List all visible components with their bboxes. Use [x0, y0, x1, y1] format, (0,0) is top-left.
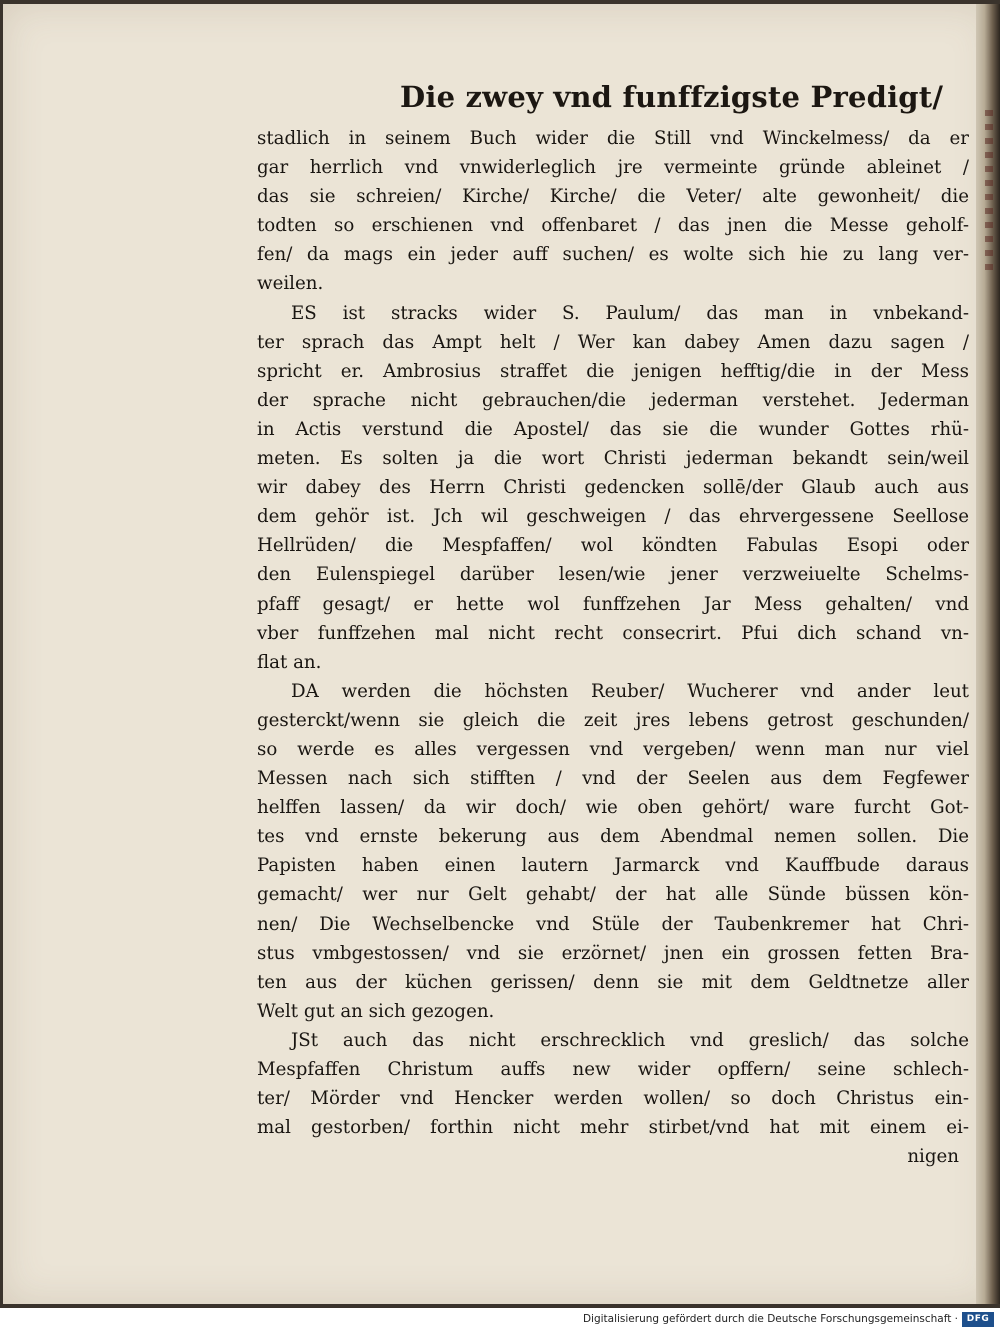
text-line: JSt auch das nicht erschrecklich vnd greslich/ das solche: [291, 1029, 969, 1051]
text-line: flat an.: [257, 651, 322, 673]
text-line: nen/ Die Wechselbencke vnd Stüle der Taubenkremer hat Chri-: [257, 913, 969, 935]
text-line: der sprache nicht gebrauchen/die jederman verstehet. Jederman: [257, 389, 969, 411]
text-line: ter/ Mörder vnd Hencker werden wollen/ so doch Christus ein-: [257, 1088, 969, 1110]
running-head: Die zwey vnd funffzigste Predigt/: [400, 80, 944, 114]
text-line: meten. Es solten ja die wort Christi jederman bekandt sein/weil: [257, 448, 969, 470]
text-line: wir dabey des Herrn Christi gedencken sollē/der Glaub auch aus: [257, 477, 969, 499]
dfg-logo[interactable]: DFG: [962, 1312, 994, 1327]
text-line: spricht er. Ambrosius straffet die jenigen hefftig/die in der Mess: [257, 360, 969, 382]
text-line: Papisten haben einen lautern Jarmarck vnd Kauffbude daraus: [257, 855, 969, 877]
text-line: mal gestorben/ forthin nicht mehr stirbet/vnd hat mit einem ei-: [257, 1117, 969, 1139]
catchword: nigen: [907, 1146, 959, 1168]
text-line: Hellrüden/ die Mespfaffen/ wol köndten Fabulas Esopi oder: [257, 535, 969, 557]
text-line: Welt gut an sich gezogen.: [257, 1000, 495, 1022]
text-line: dem gehör ist. Jch wil geschweigen / das ehrvergessene Seellose: [257, 506, 969, 528]
text-line: pfaff gesagt/ er hette wol funffzehen Jar Mess gehalten/ vnd: [257, 593, 969, 615]
text-line: stus vmbgestossen/ vnd sie erzörnet/ jnen ein grossen fetten Bra-: [257, 942, 969, 964]
text-line: so werde es alles vergessen vnd vergeben/ wenn man nur viel: [257, 738, 969, 760]
text-line: ter sprach das Ampt helt / Wer kan dabey Amen dazu sagen /: [257, 331, 969, 353]
text-line: Mespfaffen Christum auffs new wider opffern/ seine schlech-: [257, 1059, 969, 1080]
text-line: gar herrlich vnd vnwiderleglich jre vermeinte gründe ableinet /: [257, 157, 969, 179]
text-line: helffen lassen/ da wir doch/ wie oben gehört/ ware furcht Got-: [257, 797, 969, 819]
text-line: tes vnd ernste bekerung aus dem Abendmal nemen sollen. Die: [257, 826, 969, 848]
text-line: stadlich in seinem Buch wider die Still vnd Winckelmess/ da er: [257, 128, 969, 149]
text-line: das sie schreien/ Kirche/ Kirche/ die Veter/ alte gewonheit/ die: [257, 186, 969, 208]
text-line: ES ist stracks wider S. Paulum/ das man in vnbekand-: [291, 302, 969, 324]
edge-marks: [985, 110, 993, 270]
text-line: todten so erschienen vnd offenbaret / das jnen die Messe geholf-: [257, 215, 969, 237]
text-line: Messen nach sich stifften / vnd der Seelen aus dem Fegfewer: [257, 768, 969, 790]
text-line: den Eulenspiegel darüber lesen/wie jener verzweiuelte Schelms-: [257, 564, 969, 586]
text-line: in Actis verstund die Apostel/ das sie die wunder Gottes rhü-: [257, 418, 969, 440]
text-line: weilen.: [257, 273, 324, 295]
footer: [0, 1308, 1000, 1330]
footer-credit: Digitalisierung gefördert durch die Deutsche Forschungsgemeinschaft ·: [582, 1313, 958, 1325]
text-line: vber funffzehen mal nicht recht consecrirt. Pfui dich schand vn-: [257, 622, 969, 644]
text-line: ten aus der küchen gerissen/ denn sie mit dem Geldtnetze aller: [257, 971, 969, 993]
text-line: gemacht/ wer nur Gelt gehabt/ der hat alle Sünde büssen kön-: [257, 884, 969, 906]
body-text: [257, 124, 969, 1171]
text-line: DA werden die höchsten Reuber/ Wucherer vnd ander leut: [291, 680, 969, 702]
text-line: fen/ da mags ein jeder auff suchen/ es wolte sich hie zu lang ver-: [257, 244, 969, 266]
text-line: gesterckt/wenn sie gleich die zeit jres lebens getrost geschunden/: [257, 709, 969, 731]
